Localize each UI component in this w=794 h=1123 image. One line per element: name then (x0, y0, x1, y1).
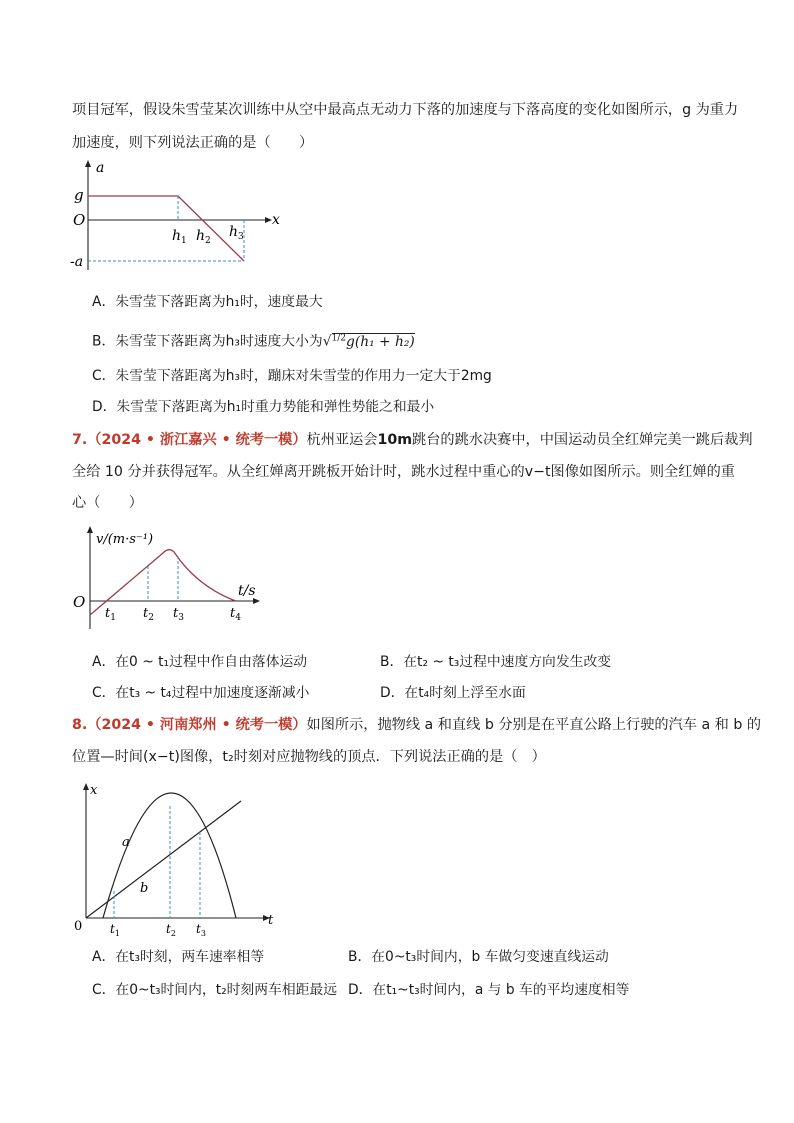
q7-option-a[interactable]: A．在0 ~ t₁过程中作自由落体运动 (92, 654, 308, 670)
q7-text-bold: 10m (377, 432, 413, 448)
q7-option-b[interactable]: B．在t₂ ~ t₃过程中速度方向发生改变 (380, 654, 612, 670)
q6-label-h2: $h_2$ (196, 228, 211, 246)
q6-y-arrow (85, 160, 91, 167)
q6-option-d[interactable]: D．朱雪莹下落距离为h₁时重力势能和弹性势能之和最小 (92, 399, 435, 415)
q8-text-line1 (72, 715, 761, 735)
q8-label-t: t (268, 913, 274, 928)
q6-accel-curve (88, 196, 244, 261)
q8-y-arrow (83, 783, 89, 790)
q7-label-t: t/s (238, 583, 256, 599)
q8-number: 8. (72, 717, 88, 733)
q6-option-b[interactable] (92, 328, 415, 352)
q6-option-b-fraction: 1/2 (331, 333, 346, 343)
q6-option-a[interactable]: A．朱雪莹下落距离为h₁时，速度最大 (92, 294, 323, 310)
q8-source: （2024 • 河南郑州 • 统考一模） (87, 717, 307, 733)
q7-text-a: 杭州亚运会 (306, 432, 378, 448)
q6-x-arrow (265, 217, 272, 223)
q6-label-h3: $h_3$ (229, 224, 244, 242)
q7-label-t2: $t_2$ (143, 606, 154, 623)
q7-number: 7. (72, 432, 88, 448)
q7-text-line3: 心（ ） (72, 495, 143, 511)
q8-label-t1: $t_1$ (110, 922, 120, 938)
q7-velocity-curve (90, 550, 236, 615)
q7-figure (68, 523, 278, 635)
q8-option-d[interactable]: D．在t₁~t₃时间内，a 与 b 车的平均速度相等 (348, 982, 630, 998)
q6-label-neg: -a (70, 254, 84, 270)
q7-label-t3: $t_3$ (173, 606, 184, 623)
q6-option-b-expression: g(h₁ + h₂) (345, 333, 415, 350)
q8-label-b: b (140, 881, 149, 896)
q8-option-c[interactable]: C．在0~t₃时间内，t₂时刻两车相距最远 (92, 982, 338, 998)
q8-label-t3: $t_3$ (196, 922, 206, 938)
q8-text: 如图所示，抛物线 a 和直线 b 分别是在平直公路上行驶的汽车 a 和 b 的 (306, 717, 762, 733)
q8-line-b (86, 801, 241, 918)
q7-text-line2: 全给 10 分并获得冠军。从全红婵离开跳板开始计时，跳水过程中重心的v−t图像如图所示。则全红婵的重 (72, 464, 735, 480)
q7-label-v: v/(m·s⁻¹) (96, 532, 154, 547)
q6-figure (66, 158, 296, 278)
q8-figure (68, 778, 288, 938)
q7-label-o: O (73, 593, 86, 611)
q6-intro-line1: 项目冠军，假设朱雪莹某次训练中从空中最高点无动力下落的加速度与下落高度的变化如图所示，g 为重力 (72, 102, 739, 118)
q8-label-o: 0 (74, 919, 83, 934)
q7-label-t1: $t_1$ (105, 606, 116, 623)
q7-text-b: 跳台的跳水决赛中，中国运动员全红婵完美一跳后裁判 (412, 432, 753, 448)
q6-label-h1: $h_1$ (172, 228, 187, 246)
q8-option-b[interactable]: B．在0~t₃时间内，b 车做匀变速直线运动 (348, 949, 609, 965)
q6-label-o: O (73, 211, 86, 229)
q6-intro-line2: 加速度，则下列说法正确的是（ ） (72, 135, 314, 151)
q6-option-b-text: B．朱雪莹下落距离为h₃时速度大小为 (92, 333, 323, 350)
q6-label-a: a (96, 160, 105, 176)
q7-option-c[interactable]: C．在t₃ ~ t₄过程中加速度逐渐减小 (92, 685, 310, 701)
q6-option-b-formula: √$^{1/2}$g(h₁ + h₂) (322, 333, 415, 350)
q8-label-t2: $t_2$ (166, 922, 176, 938)
q7-y-arrow (87, 526, 93, 533)
q6-option-c[interactable]: C．朱雪莹下落距离为h₃时，蹦床对朱雪莹的作用力一定大于2mg (92, 368, 492, 384)
q6-label-g: g (74, 186, 84, 204)
q7-text-line1 (72, 430, 753, 450)
q8-label-a: a (122, 835, 130, 850)
q6-label-x: x (272, 212, 280, 228)
q7-source: （2024 • 浙江嘉兴 • 统考一模） (87, 432, 307, 448)
q8-text-line2: 位置—时间(x−t)图像，t₂时刻对应抛物线的顶点．下列说法正确的是（ ） (72, 749, 546, 765)
q7-option-d[interactable]: D．在t₄时刻上浮至水面 (380, 685, 526, 701)
q8-option-a[interactable]: A．在t₃时刻，两车速率相等 (92, 949, 265, 965)
q7-label-t4: $t_4$ (230, 606, 241, 623)
q8-label-x: x (90, 783, 98, 798)
